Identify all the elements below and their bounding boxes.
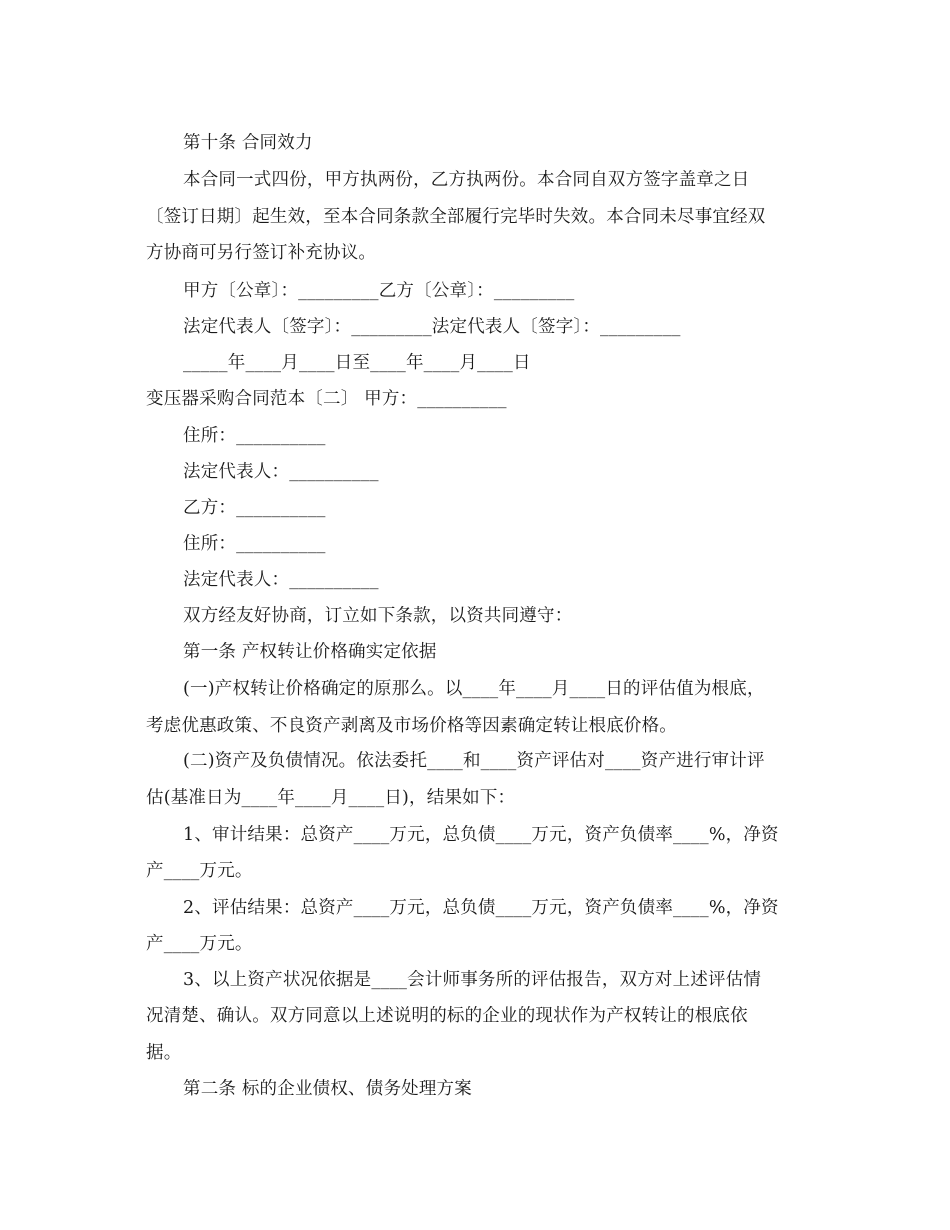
party-a-address: 住所：__________ [183, 426, 326, 446]
article-2-title: 第二条 标的企业债权、债务处理方案 [183, 1079, 472, 1099]
evaluation-result-line: 2、评估结果：总资产____万元，总负债____万元，资产负债率____%，净资 [183, 898, 779, 918]
signing-date-line: _____年____月____日至____年____月____日 [183, 353, 531, 373]
preamble: 双方经友好协商，订立如下条款，以资共同遵守： [183, 606, 573, 626]
sample-2-heading: 变压器采购合同范本〔二〕 甲方：__________ [146, 389, 507, 409]
audit-result-line: 产____万元。 [146, 861, 253, 881]
audit-result-line: 1、审计结果：总资产____万元，总负债____万元，资产负债率____%，净资 [183, 825, 779, 845]
article-1-section-2-line: (二)资产及负债情况。依法委托____和____资产评估对____资产进行审计评 [183, 751, 765, 771]
seal-signature-line: 甲方〔公章〕：_________乙方〔公章〕：_________ [183, 281, 575, 301]
article-10-title: 第十条 合同效力 [183, 133, 313, 153]
party-b-address: 住所：__________ [183, 534, 326, 554]
representative-signature-line: 法定代表人〔签字〕：_________法定代表人〔签字〕：_________ [183, 317, 681, 337]
party-a-representative: 法定代表人：__________ [183, 462, 379, 482]
article-10-text-line: 方协商可另行签订补充协议。 [146, 243, 377, 263]
article-1-section-2-line: 估(基准日为____年____月____日)，结果如下： [146, 788, 516, 808]
evaluation-result-line: 产____万元。 [146, 934, 253, 954]
party-b: 乙方：__________ [183, 498, 326, 518]
asset-basis-line: 3、以上资产状况依据是____会计师事务所的评估报告，双方对上述评估情 [183, 970, 762, 990]
party-b-representative: 法定代表人：__________ [183, 570, 379, 590]
asset-basis-line: 据。 [146, 1043, 182, 1063]
article-10-text-line: 〔签订日期〕起生效，至本合同条款全部履行完毕时失效。本合同未尽事宜经双 [146, 207, 766, 227]
article-1-title: 第一条 产权转让价格确实定依据 [183, 642, 437, 662]
article-1-section-1-line: 考虑优惠政策、不良资产剥离及市场价格等因素确定转让根底价格。 [146, 716, 677, 736]
asset-basis-line: 况清楚、确认。双方同意以上述说明的标的企业的现状作为产权转让的根底依 [146, 1006, 748, 1026]
article-1-section-1-line: (一)产权转让价格确定的原那么。以____年____月____日的评估值为根底， [183, 679, 765, 699]
article-10-text-line: 本合同一式四份，甲方执两份，乙方执两份。本合同自双方签字盖章之日 [183, 170, 750, 190]
